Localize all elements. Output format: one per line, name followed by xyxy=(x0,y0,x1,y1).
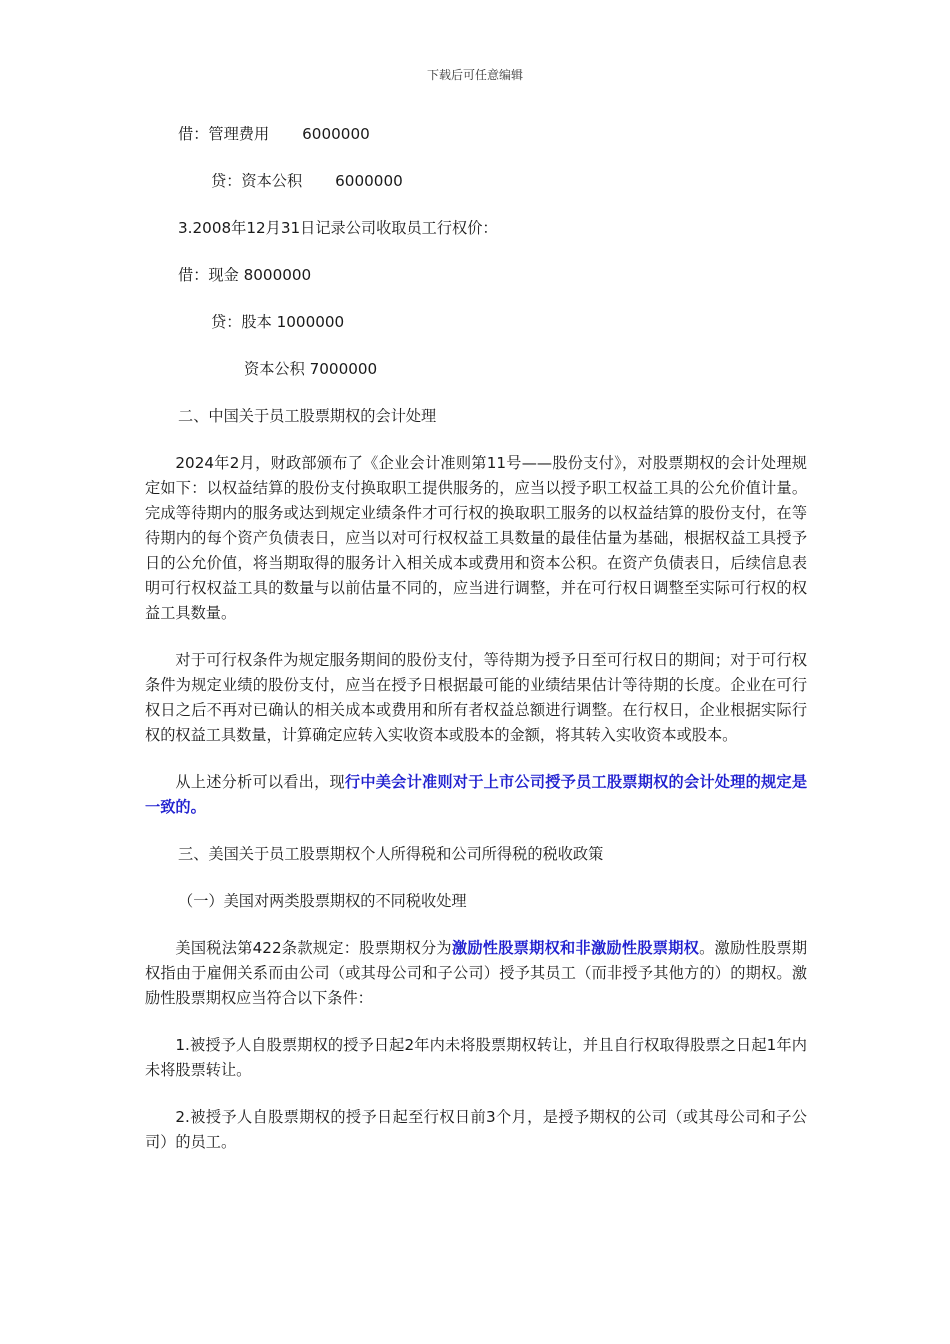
section2-paragraph-3: 从上述分析可以看出，现行中美会计准则对于上市公司授予员工股票期权的会计处理的规定是一致的。 xyxy=(145,773,808,816)
section2-paragraph-2: 对于可行权条件为规定服务期间的股份支付，等待期为授予日至可行权日的期间；对于可行权条件为规定业绩的股份支付，应当在授予日根据最可能的业绩结果估计等待期的长度。企业在可行权日之后不再对已确认的相关成本或费用和所有者权益总额进行调整。在行权日，企业根据实际行权的权益工具数量，计算确定应转入实收资本或股本的金额，将其转入实收资本或股本。 xyxy=(145,651,807,744)
entry-capital-reserve: 资本公积 7000000 xyxy=(244,360,378,378)
section3-paragraph-1: 美国税法第422条款规定：股票期权分为激励性股票期权和非激励性股票期权。激励性股票期权指由于雇佣关系而由公司（或其母公司和子公司）授予其员工（而非授予其他方的）的期权。激励性股票期权应当符合以下条件： xyxy=(145,939,808,1007)
section3-subtitle-1: （一）美国对两类股票期权的不同税收处理 xyxy=(178,892,467,910)
document-body xyxy=(145,122,807,1155)
entry-debit-admin: 借：管理费用 6000000 xyxy=(178,125,370,143)
page-header: 下载后可任意编辑 xyxy=(426,68,523,82)
section2-paragraph-1: 2024年2月，财政部颁布了《企业会计准则第11号——股份支付》，对股票期权的会计处理规定如下：以权益结算的股份支付换取职工提供服务的，应当以授予职工权益工具的公允价值计量。完成等待期内的服务或达到规定业绩条件才可行权的换取职工服务的以权益结算的股份支付，在等待期内的每个资产负债表日，应当以对可行权权益工具数量的最佳估量为基础，根据权益工具授予日的公允价值，将当期取得的服务计入相关成本或费用和资本公积。在资产负债表日，后续信息表明可行权权益工具的数量与以前估量不同的，应当进行调整，并在可行权日调整至实际可行权的权益工具数量。 xyxy=(145,454,807,622)
section3-title: 三、美国关于员工股票期权个人所得税和公司所得税的税收政策 xyxy=(178,845,604,863)
condition-item-2: 2.被授予人自股票期权的授予日起至行权日前3个月，是授予期权的公司（或其母公司和子公司）的员工。 xyxy=(145,1108,807,1151)
highlighted-option-types: 激励性股票期权和非激励性股票期权 xyxy=(451,939,700,957)
entry-debit-cash: 借：现金 8000000 xyxy=(178,266,312,284)
highlighted-conclusion: 行中美会计准则对于上市公司授予员工股票期权的会计处理的规定是一致的。 xyxy=(145,773,808,816)
entry-credit-share-capital: 贷：股本 1000000 xyxy=(211,313,345,331)
condition-item-1: 1.被授予人自股票期权的授予日起2年内未将股票期权转让，并且自行权取得股票之日起1年内未将股票转让。 xyxy=(145,1036,807,1079)
entry-credit-capital-reserve: 贷：资本公积 6000000 xyxy=(211,172,403,190)
section2-title: 二、中国关于员工股票期权的会计处理 xyxy=(178,407,437,425)
entry-heading-exercise: 3.2008年12月31日记录公司收取员工行权价： xyxy=(178,219,498,237)
